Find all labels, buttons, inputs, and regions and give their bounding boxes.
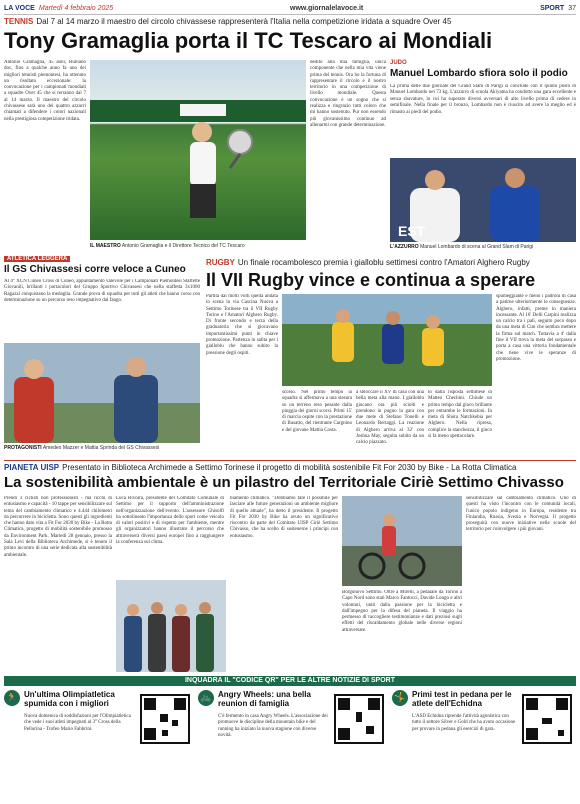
- uisp-col3: biamento climatico. "Dobbiamo fare il possibile per lasciare alle future generazioni un ambiente migliore di quello attuale", ha detto il presidente. Il progetto Fit For 2030 by Bike ha avuto un significativo riscontro da parte del Comitato UISP Ciriè Settimo Chivasso, che ha scelto di sostenerne i principi con entusiasmo.: [230, 496, 338, 539]
- rugby-headline: Il VII Rugby vince e continua a sperare: [206, 270, 536, 290]
- rugby-col5: spumeggiante e meno i padroni di casa a patirne ulteriormente le conseguenze. Alghero, infatti, preme in maniera incessante. Al 16' Delli Carpini realizza un calcio tra i pali, seguito poco dopo da una meta di Cini che sembra mettere la firma sul match. Tuttavia a 4' dalla fine il VII trova la meta del sorpasso e porta a casa una vittoria fondamentale che tiene vive le speranze di promozione.: [496, 294, 576, 362]
- tennis-photo: [90, 60, 306, 240]
- qr-code-2[interactable]: [334, 694, 384, 744]
- atletica-caption: PROTAGONISTI Amedeo Mazzer e Mattia Sprinda del GS Chivassesi: [4, 445, 160, 451]
- qr-code-1[interactable]: [140, 694, 190, 744]
- teaser-olimpiatletica[interactable]: [4, 690, 194, 800]
- teaser-1-body: Nuova domenica di soddisfazioni per l'Olimpiatletica che vede i suoi atleti impegnati al 3° Cross della Pellorina - Trofeo Mario Fabbrini.: [24, 714, 131, 732]
- section-name: SPORT: [540, 5, 565, 12]
- uisp-headline: La sostenibilità ambientale è un pilastro del Territoriale Ciriè Settimo Chivasso: [4, 474, 564, 491]
- qr-code-1-art: [142, 696, 188, 742]
- tennis-body-col3: dedito alla mia famiglia, unica componente che nella mia vita viene prima del tennis. Ora ho la fortuna di rappresentare il circolo e il nostro territorio in una competizione di livello mondiale. Questa convocazione è un sogno che si realizza e ringrazio tutti coloro che mi hanno sostenuto. Pur non essendo più giovanissimo continuo ad allenarmi con grande determinazione.: [310, 60, 386, 128]
- tennis-caption: IL MAESTRO Antonio Gramaglia e il Direttore Tecnico del TC Tescaro: [90, 243, 245, 249]
- rugby-photo-art: [282, 294, 492, 386]
- judo-photo-art: [390, 158, 576, 242]
- svg-text:EST: EST: [398, 223, 426, 239]
- uisp-photo-art: [116, 580, 226, 672]
- rugby-col2: scorso. Nel primo tempo la squadra si affermava a una stesura su un terreno reso pesante dalla pioggia dei giorni scorsi. Primi 15' di marcia ospite con la prestazione di Busatto, del rientrante Cargnino e del giovane Mattia Costa.: [282, 390, 352, 433]
- page-header: [4, 3, 576, 15]
- tennis-body-col1: Antonio Gramaglia, 45 anni, Rubiano doc, fino a qualche anno fa uno dei migliori tennisti piemontesi, ha ottenuto un risultato eccezionale: la convocazione per i campionati mondiali a squadre Over 45 che si terranno dal 7 al 14 marzo. Il maestro del circolo chivassese sarà uno dei quattro azzurri chiamati a difendere i colori nazionali nella prestigiosa competizione iridata.: [4, 60, 86, 122]
- running-icon: 🏃: [4, 690, 20, 706]
- atletica-photo-art: [4, 343, 200, 443]
- newspaper-logo: LA VOCE: [4, 5, 35, 12]
- rugby-photo: [282, 294, 492, 386]
- tennis-tag: TENNIS: [4, 17, 34, 26]
- atletica-body: Al 4° XCN Cuneo Cross di Cuneo, appuntamento valevole per i Campionati Piemontesi Staffette Giovanili, brillanti i portacolori del Gruppo Sportivo Chivassesi che nella staffetta 3x1000 Ragazzi conquistano la medaglia. Grande prova di squadra per tutti gli atleti che hanno corso con determinazione su un percorso reso impegnativo dal fango.: [4, 279, 200, 304]
- rugby-kicker: RUGBY Un finale rocambolesco premia i gialloblu settimesi contro l'Amatori Alghero Rugby: [206, 258, 530, 267]
- rugby-col3: a sbloccare il XV di casa con una bella meta alla mano. I gialloblu giocano ora più sciolti e prendono in pugno la gara con due mete di Stefano Tonelli e Leonardo Bertaggi. La reazione di Alghero arriva al 32' con Joshua May, seguita subito da un calcio piazzato.: [356, 390, 424, 446]
- tennis-headline: Tony Gramaglia porta il TC Tescaro ai Mondiali: [4, 28, 493, 53]
- teaser-2-title: Angry Wheels: una bella reunion di famiglia: [218, 690, 311, 708]
- atletica-headline: Il GS Chivassesi corre veloce a Cuneo: [4, 264, 186, 275]
- teaser-3-body: L'ASD Echidna riprende l'attività agonistica con tutto il settore Silver e Gold che ha avuto occasione per provare in pedana gli esercizi di gara.: [412, 714, 516, 732]
- teaser-angry-wheels[interactable]: [198, 690, 388, 800]
- bike-icon: 🚲: [198, 690, 214, 706]
- rugby-tag: RUGBY: [206, 258, 235, 267]
- uisp-col1: Prendi 3 ciclisti non professionisti - ma ricchi di entusiasmo e capacità - 10 tappe per sensibilizzare sul tema del cambiamento climatico e 4.444 chilometri da percorrere in bicicletta. Sono questi gli ingredienti che hanno dato vita a Fit For 2030 by Bike - La Rotta Climatica, progetto di mobilità sostenibile promosso da Environment Park. Martedì 28 gennaio, presso la Sala Levi della Biblioteca Archimede, si è tenuto il primo incontro di una serie dedicata alla sostenibilità ambientale.: [4, 496, 112, 558]
- teaser-3-title: Primi test in pedana per le atlete dell'Echidna: [412, 690, 512, 708]
- judo-caption: L'AZZURRO Manuel Lombardo di scena al Grand Slam di Parigi: [390, 244, 534, 250]
- tennis-kicker: TENNIS Dal 7 al 14 marzo il maestro del circolo chivassese rappresenterà l'Italia nella competizione iridata a squadre Over 45: [4, 17, 452, 26]
- uisp-kicker: PIANETA UISP Presentato in Biblioteca Archimede a Settimo Torinese il progetto di mobilità sostenibile Fit For 2030 by Bike - La Rotta Climatica: [4, 463, 517, 472]
- uisp-col5: sensibilizzare sul cambiamento climatico. Uno di questi ha visto l'incontro con le comunità locali, l'unico popolo indigeno in Europa, residente tra Finlandia, Russia, Svezia e Norvegia. Il progetto proseguirà con nuove iniziative nelle scuole del territorio per coinvolgere i più giovani.: [466, 496, 576, 533]
- judo-label: JUDO: [390, 60, 407, 66]
- judo-photo: [390, 158, 576, 242]
- uisp-tag: PIANETA UISP: [4, 463, 60, 472]
- uisp-photo-group: [116, 580, 226, 672]
- uisp-col4: Borgonovo Settimo. Oltre a Mirelli, a pedalare da Torino a Capo Nord sono stati Marco Fantucci, Davide Longo e altri volontari, uniti dalla passione per la bicicletta e dall'impegno per la difesa del pianeta. Il viaggio ha permesso di raccogliere testimonianze e dati preziosi sugli effetti del riscaldamento globale nelle diverse regioni attraversate.: [342, 590, 462, 633]
- teaser-2-body: C'è fermento in casa Angry Wheels. L'associazione dei promuove le discipline della mountain bike e del running ha iniziato la nuova stagione con diverse novità.: [218, 714, 328, 738]
- tennis-photo-art: [90, 60, 306, 240]
- atletica-label: ATLETICA LEGGERA: [4, 256, 70, 262]
- atletica-photo: [4, 343, 200, 443]
- uisp-photo-cyclists: [342, 496, 462, 586]
- teaser-echidna[interactable]: [392, 690, 576, 800]
- uisp-col2: Luca Rivoira, presidente del Comitato Comunale di Settimo per il supporto dell'amministrazione nell'organizzazione dell'evento. L'assessore Ghisolfi ha sottolineato l'importanza dello sport come veicolo di valori positivi e di rispetto per l'ambiente, mentre gli organizzatori hanno illustrato il percorso che attraverserà diversi paesi europei fino a raggiungere la conferenza sul clima.: [116, 496, 224, 546]
- issue-date: Martedì 4 febbraio 2025: [38, 5, 114, 12]
- rugby-col4: to dalla risposta settimese di Matteo Chechini. Chiude un primo tempo dal gioco brillante per entrambe le formazioni. In meta di Shota Natchkebia per Alghero. Nella ripresa, complice la stanchezza, il gioco si fa meno spettacolare.: [428, 390, 492, 440]
- page-number: 37: [568, 5, 576, 12]
- qr-code-2-art: [336, 696, 382, 742]
- judo-body: La prima delle due giornate del Grand Slam di Parigi si conclude con il quinto posto di Manuel Lombardo nei 73 kg. L'azzurro di scuola Akiyama ha condotto una gara eccellente e senza sbavature, in cui ha superato diversi avversari di alto livello prima di cedere in semifinale. Nella finale per il bronzo, Lombardo non è riuscito ad avere la meglio ed è rimasto ai piedi del podio.: [390, 84, 576, 115]
- gymnast-icon: 🤸: [392, 690, 408, 706]
- rugby-col1: Partita dai molti volti quella andata in scena in via Cascina Nuova a Settimo Torinese tra il VII Rugby Torino e l'Amatori Alghero Rugby. Di fronte secondo e terza della graduatoria che si giocavano importantissimi punti in chiave promozione. Partenza in salita per i gialloblu che hanno subito la pressione degli ospiti.: [206, 294, 278, 356]
- uisp-photo-art-2: [342, 496, 462, 586]
- teaser-1-title: Un'ultima Olimpiatletica spumida con i migliori: [24, 690, 115, 708]
- qr-code-3-art: [524, 696, 570, 742]
- qr-banner: INQUADRA IL "CODICE QR" PER LE ALTRE NOTIZIE DI SPORT: [4, 676, 576, 686]
- section-divider: [4, 460, 576, 461]
- website-link[interactable]: www.giornalelavoce.it: [290, 5, 364, 12]
- qr-code-3[interactable]: [522, 694, 572, 744]
- judo-headline: Manuel Lombardo sfiora solo il podio: [390, 68, 568, 79]
